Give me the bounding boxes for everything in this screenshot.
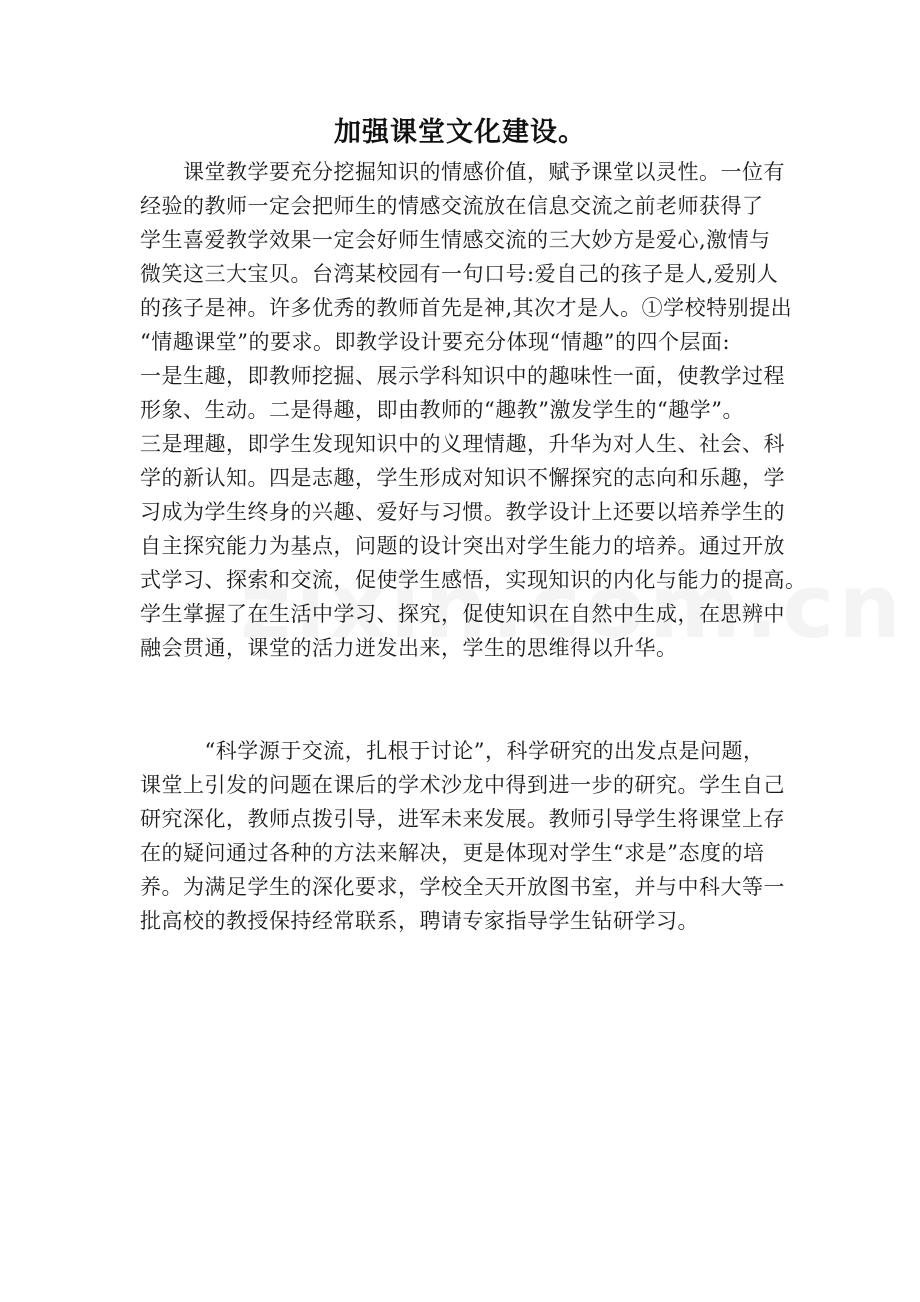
paragraph-2 <box>140 734 785 938</box>
text-line: 式学习、探索和交流，促使学生感悟，实现知识的内化与能力的提高。 <box>140 568 807 592</box>
text-line: 批高校的教授保持经常联系，聘请专家指导学生钻研学习。 <box>140 909 699 933</box>
text-line: 微笑这三大宝贝。台湾某校园有一句口号:爱自己的孩子是人,爱别人 <box>140 262 779 286</box>
text-line: 课堂上引发的问题在课后的学术沙龙中得到进一步的研究。学生自己 <box>140 773 785 797</box>
text-line: 学生掌握了在生活中学习、探究，促使知识在自然中生成，在思辨中 <box>140 602 785 626</box>
document-title: 加强课堂文化建设。 <box>334 117 586 148</box>
text-line: 研究深化，教师点拨引导，进军未来发展。教师引导学生将课堂上存 <box>140 807 785 831</box>
text-line: 自主探究能力为基点，问题的设计突出对学生能力的培养。通过开放 <box>140 534 785 558</box>
text-line: 学生喜爱教学效果一定会好师生情感交流的三大妙方是爱心,激情与 <box>140 228 771 252</box>
text-line: 在的疑问通过各种的方法来解决，更是体现对学生“求是”态度的培 <box>140 841 765 865</box>
text-line: 一是生趣，即教师挖掘、展示学科知识中的趣味性一面，使教学过程 <box>140 364 785 388</box>
text-line: 养。为满足学生的深化要求，学校全天开放图书室，并与中科大等一 <box>140 875 785 899</box>
text-line: “情趣课堂”的要求。即教学设计要充分体现“情趣”的四个层面: <box>140 330 731 354</box>
text-line: 三是理趣，即学生发现知识中的义理情趣，升华为对人生、社会、科 <box>140 432 785 456</box>
text-line: 课堂教学要充分挖掘知识的情感价值，赋予课堂以灵性。一位有 <box>140 160 785 184</box>
text-line: 经验的教师一定会把师生的情感交流放在信息交流之前老师获得了 <box>140 194 764 218</box>
text-line: 形象、生动。二是得趣，即由教师的“趣教”激发学生的“趣学”。 <box>140 398 744 422</box>
paragraph-1 <box>140 155 807 665</box>
text-line: 习成为学生终身的兴趣、爱好与习惯。教学设计上还要以培养学生的 <box>140 500 785 524</box>
text-line: 的孩子是神。许多优秀的教师首先是神,其次才是人。①学校特别提出 <box>140 296 793 320</box>
text-line: 融会贯通，课堂的活力迸发出来，学生的思维得以升华。 <box>140 636 678 660</box>
text-line: 学的新认知。四是志趣，学生形成对知识不懈探究的志向和乐趣，学 <box>140 466 785 490</box>
text-line: “科学源于交流，扎根于讨论”，科学研究的出发点是问题， <box>140 739 765 763</box>
